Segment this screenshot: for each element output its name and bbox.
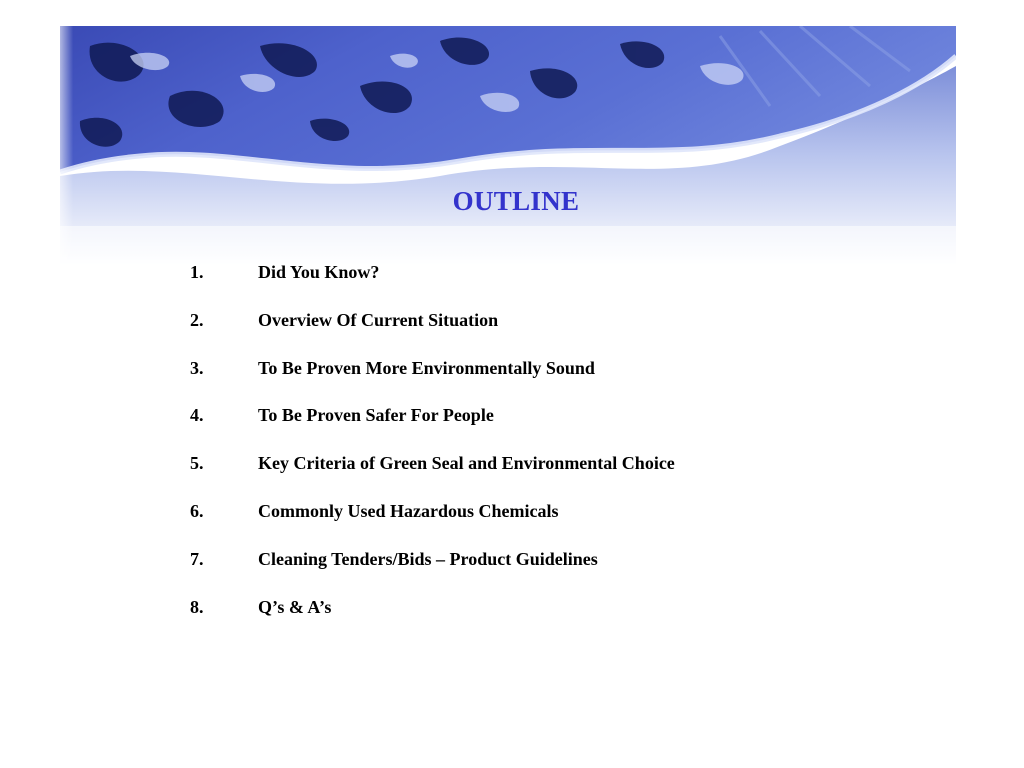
list-item-text: Did You Know? [258,262,380,282]
slide-title: OUTLINE [452,186,580,216]
water-wave-icon [60,26,956,266]
list-item [190,549,675,597]
list-item-text: Overview Of Current Situation [258,309,499,330]
list-item [190,262,675,310]
list-item-text: Key Criteria of Green Seal and Environmental Choice [258,453,675,474]
water-wave-banner-image [60,26,956,266]
list-item-number: 7. [190,548,204,569]
list-item-number: 2. [190,309,204,330]
list-item-number: 1. [190,262,204,282]
list-item-number: 8. [190,596,204,617]
list-item-text: Cleaning Tenders/Bids – Product Guidelines [258,548,598,569]
list-item-text: To Be Proven Safer For People [258,405,494,426]
list-item-text: To Be Proven More Environmentally Sound [258,357,595,378]
list-item [190,453,675,501]
list-item [190,501,675,549]
list-item-text: Q’s & A’s [258,596,332,617]
outline-list [190,262,675,644]
list-item-text: Commonly Used Hazardous Chemicals [258,500,559,521]
list-item-number: 6. [190,500,204,521]
list-item [190,358,675,406]
list-item [190,405,675,453]
list-item-number: 4. [190,405,204,426]
list-item [190,310,675,358]
list-item-number: 5. [190,453,204,474]
list-item [190,597,675,645]
list-item-number: 3. [190,357,204,378]
